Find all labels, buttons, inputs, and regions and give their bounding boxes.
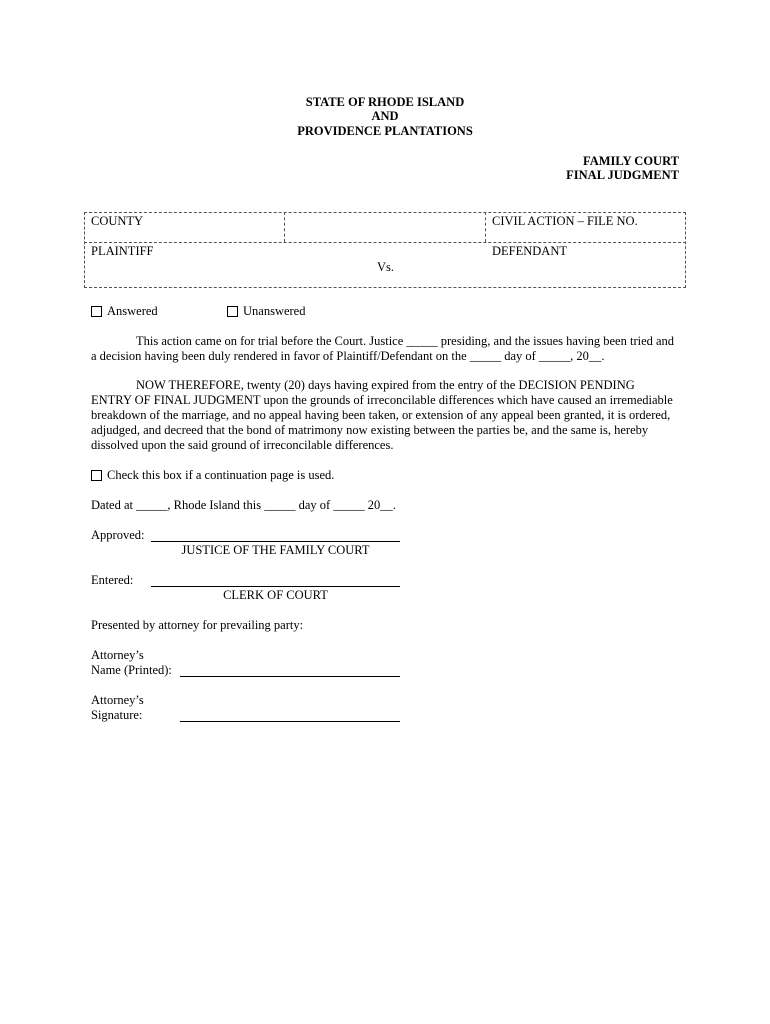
answered-checkbox[interactable] <box>91 306 102 317</box>
unanswered-checkbox[interactable] <box>227 306 238 317</box>
court-name: FAMILY COURT <box>583 154 679 168</box>
attorney-signature-line[interactable] <box>180 721 400 722</box>
judgment-paragraph-1-line-1: This action came on for trial before the Court. Justice _____ presiding, and the issues having been tried and <box>136 334 675 348</box>
judgment-paragraph-2-line-3: breakdown of the marriage, and no appeal having been taken, or extension of any appeal been granted, it is ordered, <box>91 408 671 422</box>
versus-label: Vs. <box>377 260 395 274</box>
clerk-signature-line[interactable] <box>151 586 400 587</box>
state-title: STATE OF RHODE ISLAND <box>305 95 465 109</box>
attorney-signature-label-line-2: Signature: <box>91 708 143 722</box>
dated-line[interactable]: Dated at _____, Rhode Island this _____ day of _____ 20__. <box>91 498 396 512</box>
attorney-name-line[interactable] <box>180 676 400 677</box>
defendant-field[interactable]: DEFENDANT <box>492 244 567 258</box>
caption-divider-vertical-1 <box>284 212 285 242</box>
judgment-paragraph-1-line-2: a decision having been duly rendered in favor of Plaintiff/Defendant on the _____ day of _____, 20__. <box>91 349 605 363</box>
approved-label: Approved: <box>91 528 145 542</box>
caption-divider <box>84 242 686 243</box>
civil-action-file-no-field[interactable]: CIVIL ACTION – FILE NO. <box>492 214 638 228</box>
judgment-paragraph-2-line-5: dissolved upon the said ground of irreconcilable differences. <box>91 438 394 452</box>
attorney-name-label <box>91 648 172 678</box>
justice-signature-line[interactable] <box>151 541 400 542</box>
caption-divider-vertical-2 <box>485 212 486 242</box>
plaintiff-field[interactable]: PLAINTIFF <box>91 244 154 258</box>
unanswered-label: Unanswered <box>243 304 306 318</box>
answered-option[interactable] <box>91 304 158 319</box>
continuation-checkbox[interactable] <box>91 470 102 481</box>
presented-by-label: Presented by attorney for prevailing party: <box>91 618 304 632</box>
judgment-paragraph-2-line-1: NOW THEREFORE, twenty (20) days having expired from the entry of the DECISION PENDING <box>136 378 635 392</box>
clerk-caption: CLERK OF COURT <box>223 588 328 602</box>
state-title-plantations: PROVIDENCE PLANTATIONS <box>297 124 473 138</box>
attorney-name-label-line-2: Name (Printed): <box>91 663 172 677</box>
state-title-and: AND <box>371 109 399 123</box>
county-field[interactable]: COUNTY <box>91 214 144 228</box>
answered-label: Answered <box>107 304 158 318</box>
attorney-signature-label <box>91 693 144 723</box>
attorney-signature-label-line-1: Attorney’s <box>91 693 144 707</box>
continuation-label: Check this box if a continuation page is used. <box>107 468 335 482</box>
entered-label: Entered: <box>91 573 134 587</box>
document-title: FINAL JUDGMENT <box>566 168 679 182</box>
judgment-paragraph-2-line-2: ENTRY OF FINAL JUDGMENT upon the grounds of irreconcilable differences which have caused an irremediable <box>91 393 673 407</box>
continuation-option[interactable] <box>91 468 334 483</box>
justice-caption: JUSTICE OF THE FAMILY COURT <box>181 543 370 557</box>
judgment-paragraph-2-line-4: adjudged, and decreed that the bond of matrimony now existing between the parties be, and the same is, hereby <box>91 423 649 437</box>
unanswered-option[interactable] <box>227 304 305 319</box>
attorney-name-label-line-1: Attorney’s <box>91 648 144 662</box>
